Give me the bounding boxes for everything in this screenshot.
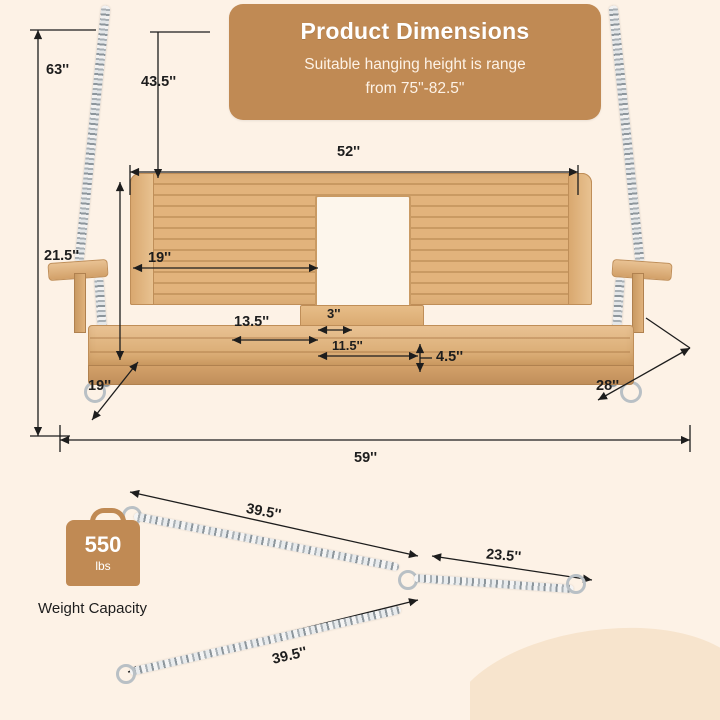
dim-chain-short: 23.5'' — [485, 546, 522, 566]
dim-back-height: 21.5'' — [44, 248, 80, 264]
weight-icon — [66, 520, 140, 586]
weight-unit: lbs — [95, 559, 111, 573]
dim-seat-depth: 19'' — [88, 378, 112, 394]
seat-front-edge — [88, 365, 634, 385]
decor-shape-front — [470, 610, 720, 720]
dim-console-depth: 13.5'' — [234, 314, 270, 330]
decorative-corner — [470, 610, 720, 720]
dim-overall-width: 59'' — [354, 450, 378, 466]
arm-post-left — [74, 273, 86, 333]
weight-capacity-label: Weight Capacity — [38, 600, 147, 617]
chain-upper-left — [75, 5, 111, 263]
dim-overall-depth: 28'' — [596, 378, 620, 394]
backrest-left-post — [130, 173, 154, 305]
callout-subtitle-line1: Suitable hanging height is range — [304, 56, 526, 73]
dim-total-height: 63'' — [46, 62, 70, 78]
dim-seat-width-top: 52'' — [337, 144, 361, 160]
dim-chain-long-2: 39.5'' — [270, 644, 309, 668]
callout-title: Product Dimensions — [300, 18, 530, 44]
arm-post-right — [632, 273, 644, 333]
dim-hanging-drop: 43.5'' — [141, 74, 177, 90]
chain-kit-ring-bottom-left — [116, 664, 136, 684]
chain-kit-ring-right — [566, 574, 586, 594]
weight-value: 550 — [84, 532, 122, 557]
product-dimensions-callout — [229, 4, 601, 120]
dim-backrest-panel: 19'' — [148, 250, 172, 266]
dim-chain-long-1: 39.5'' — [244, 500, 283, 524]
porch-swing-illustration — [60, 165, 660, 445]
chain-upper-right — [609, 5, 645, 263]
dim-console-gap: 3'' — [327, 306, 341, 321]
dim-console-height: 4.5'' — [436, 349, 464, 365]
weight-capacity-block — [38, 520, 218, 617]
center-console-opening — [315, 195, 411, 309]
backrest-right-post — [568, 173, 592, 305]
chain-kit-short — [414, 574, 574, 593]
dim-console-width: 11.5'' — [332, 338, 363, 353]
callout-subtitle-line2: from 75"-82.5" — [365, 80, 465, 98]
